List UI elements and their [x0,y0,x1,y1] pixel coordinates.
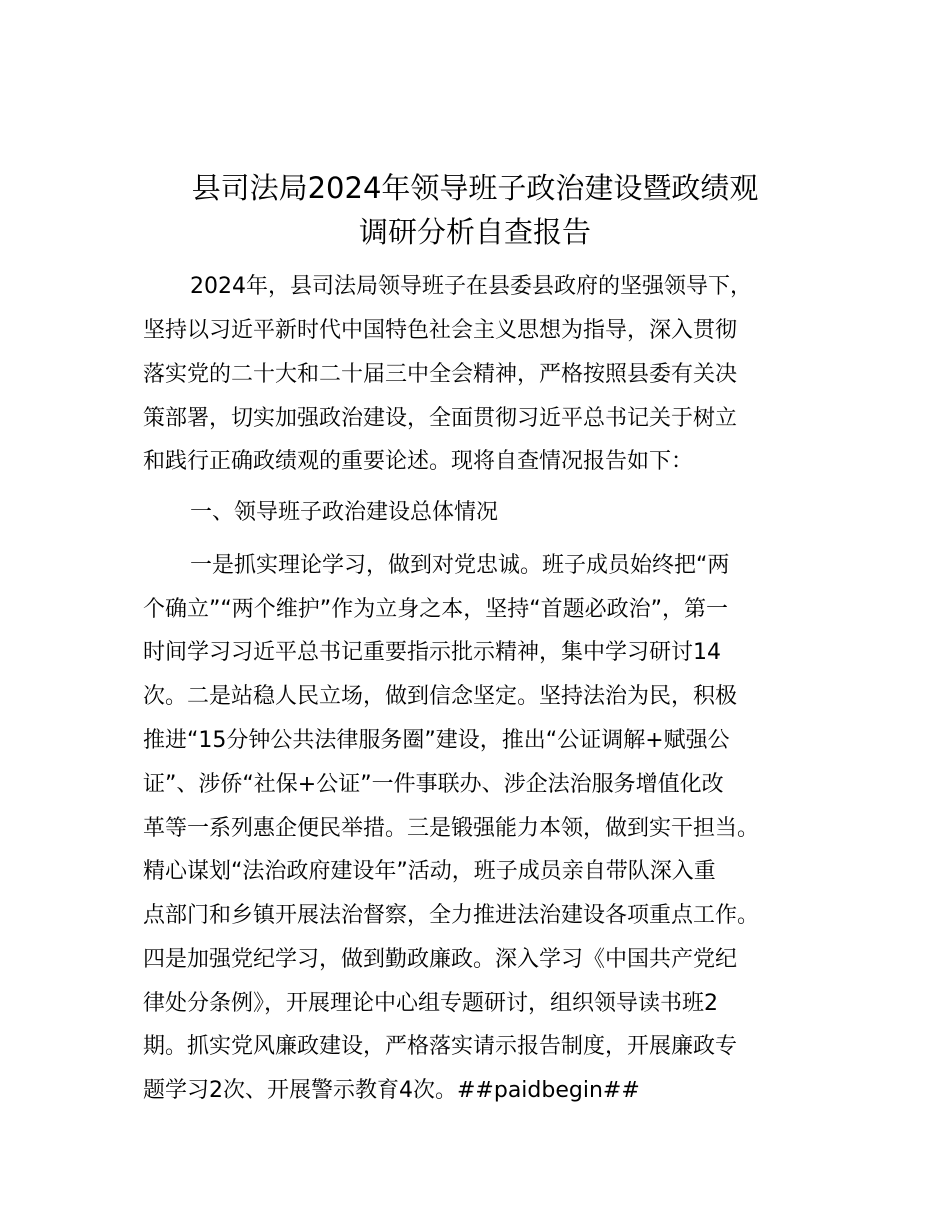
intro-line-3: 落实党的二十大和二十届三中全会精神，严格按照县委有关决 [143,362,738,387]
body-line-11: 律处分条例》，开展理论中心组专题研讨，组织领导读书班2 [143,991,718,1016]
document-title-line-1: 县司法局2024年领导班子政治建设暨政绩观 [191,171,759,205]
intro-line-2: 坚持以习近平新时代中国特色社会主义思想为指导，深入贯彻 [143,318,738,343]
body-line-8: 精心谋划“法治政府建设年”活动，班子成员亲自带队深入重 [143,859,716,884]
body-line-13: 题学习2次、开展警示教育4次。##paidbegin## [143,1078,640,1103]
body-line-10: 四是加强党纪学习，做到勤政廉政。深入学习《中国共产党纪 [143,947,738,972]
body-line-6: 证”、涉侨“社保+公证”一件事联办、涉企法治服务增值化改 [143,772,724,797]
intro-line-5: 和践行正确政绩观的重要论述。现将自查情况报告如下： [143,449,694,474]
body-line-9: 点部门和乡镇开展法治督察，全力推进法治建设各项重点工作。 [143,903,760,928]
intro-line-1: 2024年，县司法局领导班子在县委县政府的坚强领导下， [190,274,752,299]
body-line-4: 次。二是站稳人民立场，做到信念坚定。坚持法治为民，积极 [143,684,738,709]
body-line-12: 期。抓实党风廉政建设，严格落实请示报告制度，开展廉政专 [143,1034,738,1059]
body-line-2: 个确立”“两个维护”作为立身之本，坚持“首题必政治”，第一 [143,597,728,622]
body-line-1: 一是抓实理论学习，做到对党忠诚。班子成员始终把“两 [190,553,730,578]
section-heading-1: 一、领导班子政治建设总体情况 [190,500,499,525]
body-line-7: 革等一系列惠企便民举措。三是锻强能力本领，做到实干担当。 [143,816,760,841]
intro-line-4: 策部署，切实加强政治建设，全面贯彻习近平总书记关于树立 [143,406,738,431]
body-line-5: 推进“15分钟公共法律服务圈”建设，推出“公证调解+赋强公 [143,728,730,753]
document-title-line-2: 调研分析自查报告 [358,215,591,249]
body-line-3: 时间学习习近平总书记重要指示批示精神，集中学习研讨14 [143,640,721,665]
